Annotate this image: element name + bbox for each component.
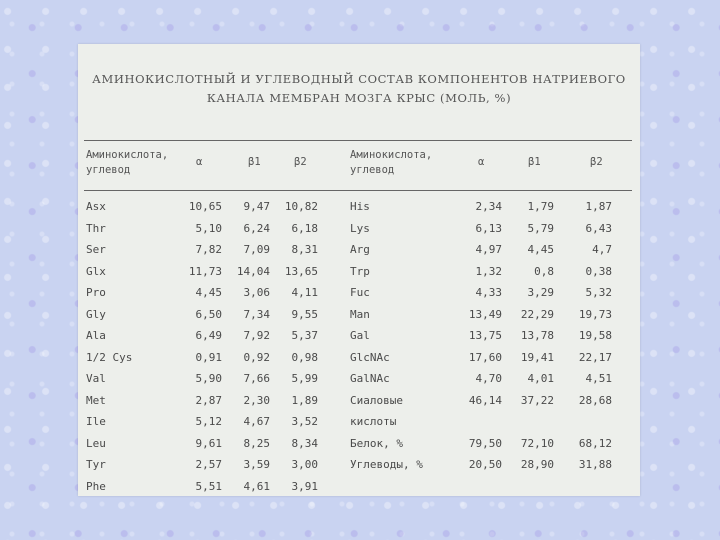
left-alpha-header: α: [196, 156, 203, 168]
left-beta2-header: β2: [294, 156, 307, 168]
left-row-label: Pro: [86, 286, 106, 299]
left-row-beta1-value: 6,24: [243, 221, 270, 235]
right-row-alpha-value: 20,50: [468, 458, 502, 471]
left-row-beta2-value: 8,31: [291, 243, 318, 256]
left-name-header-line1: Аминокислота,: [86, 149, 169, 161]
right-row-alpha-value: 1,32: [475, 264, 502, 278]
left-row-beta1-value: 4,61: [243, 479, 270, 493]
right-row-beta2-value: 4,7: [592, 243, 612, 256]
left-name-header-line2: углевод: [86, 164, 131, 176]
right-row-beta2-value: 6,43: [585, 221, 612, 235]
left-row-alpha-value: 9,61: [195, 436, 222, 450]
table-sheet: [78, 44, 640, 496]
left-row-beta2-value: 8,34: [291, 436, 318, 450]
right-row-label: Lys: [350, 221, 370, 235]
left-row-beta2-value: 3,00: [291, 458, 318, 471]
table-title-line2: КАНАЛА МЕМБРАН МОЗГА КРЫС (МОЛЬ, %): [206, 91, 512, 105]
right-row-label: Белок, %: [350, 436, 403, 450]
right-row-beta2-value: 1,87: [585, 200, 612, 213]
right-row-beta1-value: 19,41: [520, 350, 554, 364]
right-row-beta2-value: 31,88: [578, 458, 612, 471]
left-row-beta1-value: 7,34: [243, 307, 270, 321]
right-name-header-line1: Аминокислота,: [350, 149, 433, 161]
right-row-alpha-value: 6,13: [475, 221, 502, 235]
left-row-beta1-value: 4,67: [243, 415, 270, 428]
left-row-beta1-value: 7,66: [243, 372, 270, 385]
right-row-label: GlcNAc: [350, 350, 390, 364]
header-rule: [84, 190, 632, 191]
left-row-alpha-value: 11,73: [188, 264, 222, 278]
left-row-beta2-value: 6,18: [291, 221, 318, 235]
left-name-header: [86, 148, 168, 178]
left-row-beta2-value: 0,98: [291, 350, 318, 364]
right-row-beta1-value: 37,22: [520, 393, 554, 407]
right-row-label: Углеводы, %: [350, 458, 423, 471]
left-row-alpha-value: 10,65: [188, 200, 222, 213]
left-row-label: Met: [86, 393, 106, 407]
left-row-alpha-value: 2,87: [195, 393, 222, 407]
left-row-alpha-value: 5,90: [195, 372, 222, 385]
left-row-beta1-value: 2,30: [243, 393, 270, 407]
left-row-label: Tyr: [86, 458, 106, 471]
table-title-line1: АМИНОКИСЛОТНЫЙ И УГЛЕВОДНЫЙ СОСТАВ КОМПОНЕНТОВ НАТРИЕВОГО: [92, 72, 626, 86]
right-row-beta1-value: 28,90: [520, 458, 554, 471]
left-row-alpha-value: 6,50: [195, 307, 222, 321]
right-row-beta1-value: 5,79: [527, 221, 554, 235]
right-row-beta2-value: 22,17: [578, 350, 612, 364]
left-row-beta2-value: 5,99: [291, 372, 318, 385]
left-row-beta2-value: 3,52: [291, 415, 318, 428]
right-name-header-line2: углевод: [350, 164, 395, 176]
left-row-alpha-value: 7,82: [195, 243, 222, 256]
left-row-beta1-value: 7,92: [243, 329, 270, 342]
right-row-label: Trp: [350, 264, 370, 278]
right-beta2-header: β2: [590, 156, 603, 168]
right-row-beta1-value: 1,79: [527, 200, 554, 213]
left-row-label: Ile: [86, 415, 106, 428]
right-row-beta1-value: 72,10: [520, 436, 554, 450]
left-row-beta2-value: 5,37: [291, 329, 318, 342]
right-beta1-header: β1: [528, 156, 541, 168]
right-row-beta1-value: 0,8: [534, 264, 554, 278]
left-row-beta1-value: 14,04: [236, 264, 270, 278]
right-row-alpha-value: 4,70: [475, 372, 502, 385]
left-row-alpha-value: 5,10: [195, 221, 222, 235]
left-row-beta2-value: 9,55: [291, 307, 318, 321]
left-row-alpha-value: 5,12: [195, 415, 222, 428]
left-row-beta2-value: 4,11: [291, 286, 318, 299]
left-row-label: Glx: [86, 264, 106, 278]
right-row-label: Сиаловые: [350, 393, 403, 407]
right-row-alpha-value: 79,50: [468, 436, 502, 450]
left-row-label: Ser: [86, 243, 106, 256]
right-row-label: Man: [350, 307, 370, 321]
left-row-alpha-value: 4,45: [195, 286, 222, 299]
right-name-header: [350, 148, 432, 178]
left-row-beta2-value: 3,91: [291, 479, 318, 493]
right-row-beta2-value: 68,12: [578, 436, 612, 450]
right-row-beta2-value: 4,51: [585, 372, 612, 385]
right-row-alpha-value: 13,49: [468, 307, 502, 321]
right-row-alpha-value: 4,33: [475, 286, 502, 299]
left-row-alpha-value: 5,51: [195, 479, 222, 493]
left-row-label: Leu: [86, 436, 106, 450]
left-row-label: 1/2 Cys: [86, 350, 133, 364]
right-row-beta1-value: 13,78: [520, 329, 554, 342]
left-row-beta2-value: 13,65: [284, 264, 318, 278]
right-row-label: Arg: [350, 243, 370, 256]
right-row-beta2-value: 19,73: [578, 307, 612, 321]
left-row-alpha-value: 6,49: [195, 329, 222, 342]
right-row-alpha-value: 4,97: [475, 243, 502, 256]
right-row-beta2-value: 5,32: [585, 286, 612, 299]
right-row-label: Gal: [350, 329, 370, 342]
right-row-label: His: [350, 200, 370, 213]
right-row-label: GalNAc: [350, 372, 390, 385]
left-row-beta2-value: 1,89: [291, 393, 318, 407]
right-row-beta1-value: 22,29: [520, 307, 554, 321]
left-row-label: Thr: [86, 221, 106, 235]
right-row-beta1-value: 4,45: [527, 243, 554, 256]
top-rule: [84, 140, 632, 141]
left-row-beta1-value: 7,09: [243, 243, 270, 256]
right-row-beta2-value: 0,38: [585, 264, 612, 278]
left-row-label: Gly: [86, 307, 106, 321]
left-row-beta1-value: 0,92: [243, 350, 270, 364]
right-row-alpha-value: 17,60: [468, 350, 502, 364]
right-row-alpha-value: 13,75: [468, 329, 502, 342]
left-row-label: Ala: [86, 329, 106, 342]
left-row-alpha-value: 2,57: [195, 458, 222, 471]
left-row-alpha-value: 0,91: [195, 350, 222, 364]
right-row-beta1-value: 4,01: [527, 372, 554, 385]
left-row-label: Val: [86, 372, 106, 385]
right-row-beta1-value: 3,29: [527, 286, 554, 299]
right-row-label: кислоты: [350, 415, 397, 428]
right-row-alpha-value: 46,14: [468, 393, 502, 407]
left-row-label: Phe: [86, 479, 106, 493]
left-row-beta1-value: 3,59: [243, 458, 270, 471]
right-alpha-header: α: [478, 156, 485, 168]
left-row-beta1-value: 9,47: [243, 200, 270, 213]
left-row-beta2-value: 10,82: [284, 200, 318, 213]
left-row-beta1-value: 3,06: [243, 286, 270, 299]
left-row-label: Asx: [86, 200, 106, 213]
right-row-alpha-value: 2,34: [475, 200, 502, 213]
left-row-beta1-value: 8,25: [243, 436, 270, 450]
right-row-beta2-value: 19,58: [578, 329, 612, 342]
right-row-label: Fuc: [350, 286, 370, 299]
right-row-beta2-value: 28,68: [578, 393, 612, 407]
left-beta1-header: β1: [248, 156, 261, 168]
